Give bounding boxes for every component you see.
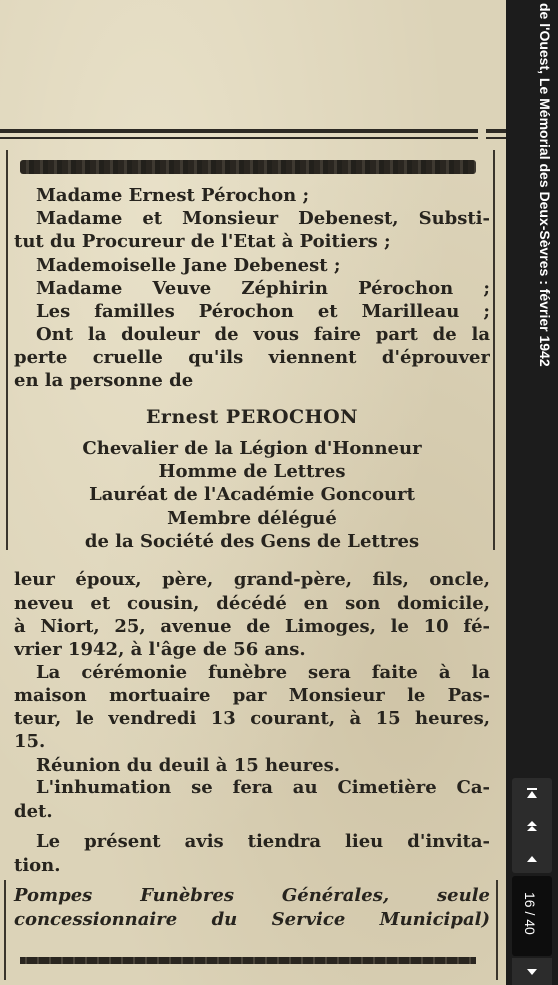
body-line: neveu et cousin, décédé en son domicile, <box>14 593 490 614</box>
mourning-border-left <box>6 150 8 550</box>
family-line: perte cruelle qu'ils viennent d'éprouver <box>14 347 490 368</box>
family-line: Madame Ernest Pérochon ; <box>36 185 310 206</box>
honor-title: Membre délégué <box>167 508 337 529</box>
document-title: de l'Ouest, Le Mémorial des Deux-Sèvres : février 1942 <box>537 3 553 367</box>
body-line: Réunion du deuil à 15 heures. <box>36 755 340 776</box>
family-line: Madame et Monsieur Debenest, Substi- <box>36 208 490 229</box>
family-line: Ont la douleur de vous faire part de la <box>36 324 490 345</box>
family-line: Madame Veuve Zéphirin Pérochon ; <box>36 278 490 299</box>
mourning-border-right <box>493 150 495 550</box>
first-page-button[interactable] <box>512 778 552 808</box>
family-line: en la personne de <box>14 370 194 391</box>
column-rule <box>0 129 478 133</box>
mourning-border-right <box>496 880 498 980</box>
mourning-border-left <box>4 880 6 980</box>
body-line: vrier 1942, à l'âge de 56 ans. <box>14 639 306 660</box>
column-rule <box>0 137 478 139</box>
first-page-icon <box>526 787 538 799</box>
page-indicator: 16 / 40 <box>522 892 538 935</box>
triangle-up-icon <box>526 853 538 865</box>
double-chevron-up-icon <box>526 820 538 832</box>
signature-line: Pompes Funèbres Générales, seule <box>14 885 490 906</box>
mourning-border-bottom <box>20 957 476 964</box>
body-line: leur époux, père, grand-père, fils, oncle, <box>14 569 490 590</box>
honor-title: de la Société des Gens de Lettres <box>84 531 420 552</box>
prev-page-button[interactable] <box>512 844 552 874</box>
body-line: teur, le vendredi 13 courant, à 15 heures, <box>14 708 490 729</box>
family-line: Mademoiselle Jane Debenest ; <box>36 255 341 276</box>
column-rule <box>486 137 506 139</box>
honor-title: Chevalier de la Légion d'Honneur <box>82 438 422 459</box>
honor-title: Lauréat de l'Académie Goncourt <box>89 484 415 505</box>
honor-title: Homme de Lettres <box>158 461 346 482</box>
family-line: Les familles Pérochon et Marilleau ; <box>36 301 490 322</box>
prev-chapter-button[interactable] <box>512 811 552 841</box>
body-line: L'inhumation se fera au Cimetière Ca- <box>36 777 490 798</box>
body-line: La cérémonie funèbre sera faite à la <box>36 662 490 683</box>
faded-masthead-text <box>10 70 490 110</box>
body-line: det. <box>14 801 53 822</box>
deceased-name: Ernest PEROCHON <box>145 406 359 428</box>
body-line: Le présent avis tiendra lieu d'invita- <box>36 831 490 852</box>
body-line: tion. <box>14 855 61 876</box>
triangle-down-icon <box>526 966 538 978</box>
column-rule <box>486 129 506 133</box>
body-line: maison mortuaire par Monsieur le Pas- <box>14 685 490 706</box>
body-line: 15. <box>14 731 46 752</box>
signature-line: concessionnaire du Service Municipal) <box>14 909 490 930</box>
mourning-border-top <box>20 160 476 174</box>
next-page-button[interactable] <box>512 958 552 985</box>
family-line: tut du Procureur de l'Etat à Poitiers ; <box>14 231 391 252</box>
body-line: à Niort, 25, avenue de Limoges, le 10 fé- <box>14 616 490 637</box>
